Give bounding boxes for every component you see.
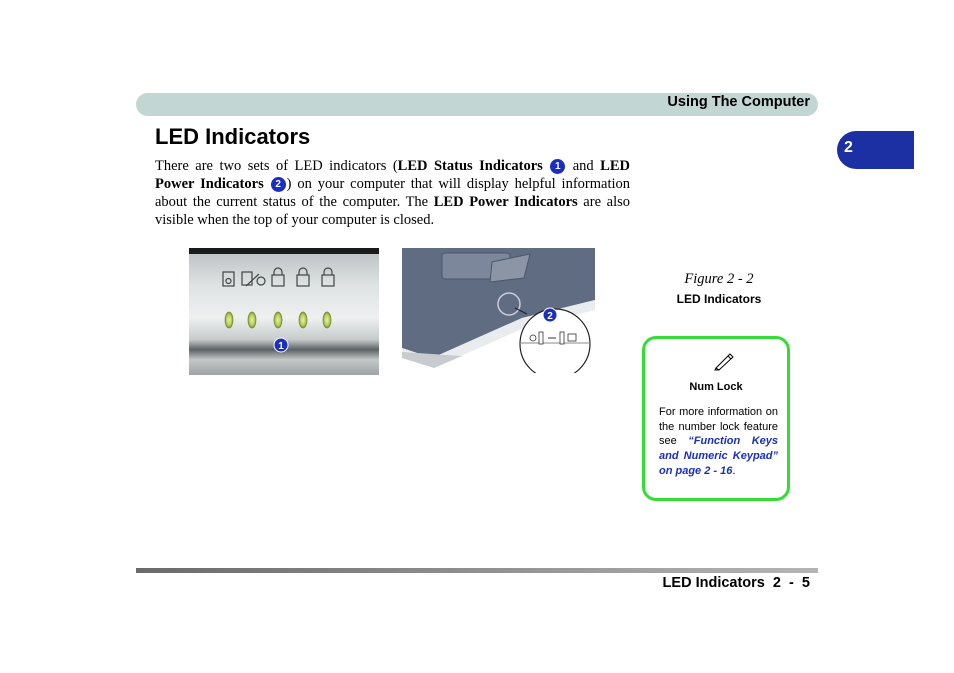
chapter-number: 2 — [844, 139, 853, 156]
section-title: LED Indicators — [155, 124, 311, 149]
figure-number: Figure 2 - 2 — [684, 271, 754, 287]
note-box — [642, 336, 790, 501]
pen-icon — [713, 351, 735, 371]
led-status-photo — [189, 248, 379, 375]
header-bar — [136, 93, 818, 116]
led-power-photo — [402, 248, 595, 373]
body-paragraph — [155, 157, 630, 229]
figure-caption — [646, 271, 792, 306]
figure-badge-2: 2 — [547, 311, 553, 322]
footer-page-label: LED Indicators 2 - 5 — [662, 575, 810, 591]
header-title: Using The Computer — [667, 94, 810, 110]
note-title: Num Lock — [689, 381, 743, 393]
footer-rule — [136, 568, 818, 573]
led-power-term: LED Power Indicators — [155, 158, 630, 192]
figure-badge-1: 1 — [278, 341, 284, 352]
led-status-term: LED Status Indicators — [397, 158, 543, 174]
note-text — [659, 405, 778, 479]
figure-title: LED Indicators — [676, 292, 762, 306]
body-text-1: There are two sets of LED indicators ( — [155, 158, 398, 174]
note-cross-reference-link[interactable]: “Function Keys and Numeric Keypad” on page 2 - 16 — [659, 435, 778, 477]
body-text-3: are also visible when the top of your computer is closed. — [155, 194, 630, 228]
chapter-tab[interactable] — [837, 131, 914, 169]
callout-badge-1: 1 — [550, 159, 565, 174]
body-text-2: ) on your computer that will display helpful information about the current status of the computer. The — [155, 176, 631, 210]
note-text-before: For more information on the number lock feature see — [659, 406, 778, 448]
callout-badge-2: 2 — [271, 177, 286, 192]
and-text: and — [566, 158, 601, 174]
led-power-term-2: LED Power Indicators — [433, 194, 578, 210]
note-text-after: . — [732, 464, 736, 477]
